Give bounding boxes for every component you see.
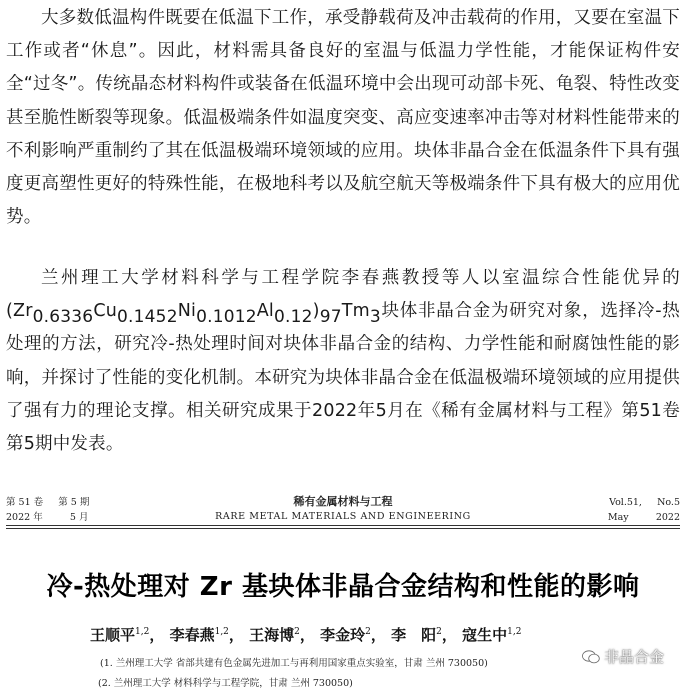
volume-cn: 第 51 卷: [6, 497, 44, 508]
paragraph-2-rest: 块体非晶合金为研究对象，选择冷-热处理的方法，研究冷-热处理时间对块体非晶合金的结构、力学性能和耐腐蚀性能的影响，并探讨了性能的变化机制。本研究为块体非晶合金在低温极端环境领域的应用提供了强有力的理论支撑。相关研究成果于2022年5月在《稀有金属材料与工程》第51卷第5期中发表。: [6, 301, 680, 455]
month-en: May: [607, 512, 629, 523]
formula-close: ): [312, 301, 320, 322]
formula-outer-sub: 97: [319, 307, 342, 328]
author: 李春燕$^{1,2}$: [169, 626, 229, 644]
paragraph-2-intro: 兰州理工大学材料科学与工程学院李春燕教授等人以室温综合性能优异的: [41, 268, 680, 288]
header-rule-thick: [6, 525, 680, 526]
author: 寇生中$^{1,2}$: [462, 626, 522, 644]
alloy-formula: [6, 301, 381, 328]
month-cn: 5 月: [69, 512, 89, 523]
formula-tm: Tm: [341, 301, 370, 322]
author: 李 阳$^2$: [391, 626, 442, 644]
formula-cu: Cu: [93, 301, 118, 322]
paper-title: 冷-热处理对 Zr 基块体非晶合金结构和性能的影响: [46, 572, 640, 602]
formula-al-sub: 0.12: [274, 307, 313, 328]
formula-open: (Zr: [6, 301, 33, 322]
journal-header-right: [608, 495, 680, 525]
author: 王海博$^2$: [249, 626, 300, 644]
formula-cu-sub: 0.1452: [117, 307, 178, 328]
watermark-text: 非晶合金: [603, 648, 664, 666]
paragraph-1-text: 大多数低温构件既要在低温下工作，承受静载荷及冲击载荷的作用，又要在室温下工作或者“休息”。因此，材料需具备良好的室温与低温力学性能，才能保证构件安全“过冬”。传统晶态材料构件或装备在低温环境中会出现可动部卡死、龟裂、特性改变甚至脆性断裂等现象。低温极端条件如温度突变、高应变速率冲击等对材料性能带来的不利影响严重制约了其在低温极端环境领域的应用。块体非晶合金在低温条件下具有强度更高塑性更好的特殊性能，在极地科考以及航空航天等极端条件下具有极大的应用优势。: [6, 8, 680, 228]
issue-cn: 第 5 期: [58, 497, 90, 508]
issue-en: No.5: [657, 497, 680, 508]
formula-ni-sub: 0.1012: [196, 307, 257, 328]
intro-paragraph: [6, 2, 680, 234]
journal-title-en: RARE METAL MATERIALS AND ENGINEERING: [215, 511, 471, 522]
journal-title-cn: 稀有金属材料与工程: [293, 495, 393, 508]
research-paragraph: [6, 262, 680, 461]
formula-tm-sub: 3: [369, 307, 381, 328]
author-list: 王顺平$^{1,2}$， 李春燕$^{1,2}$， 王海博$^2$， 李金玲$^2$， 李 阳$^2$， 寇生中$^{1,2}$: [90, 626, 522, 644]
wechat-icon: [582, 650, 600, 664]
formula-ni: Ni: [177, 301, 197, 322]
affiliation-1: (1. 兰州理工大学 省部共建有色金属先进加工与再利用国家重点实验室，甘肃 兰州 730050): [100, 658, 488, 669]
year-en: 2022: [655, 512, 680, 523]
affiliation-2: (2. 兰州理工大学 材料科学与工程学院，甘肃 兰州 730050): [98, 678, 353, 689]
formula-al: Al: [256, 301, 274, 322]
year-cn: 2022 年: [6, 512, 43, 523]
journal-header: [6, 492, 680, 526]
paragraph-2-text: [6, 262, 680, 461]
volume-en: Vol.51,: [609, 497, 642, 508]
author: 李金玲$^2$: [320, 626, 371, 644]
author: 王顺平$^{1,2}$: [90, 626, 150, 644]
watermark: [582, 646, 664, 667]
header-rule-thin: [6, 528, 680, 529]
formula-zr-sub: 0.6336: [32, 307, 94, 328]
